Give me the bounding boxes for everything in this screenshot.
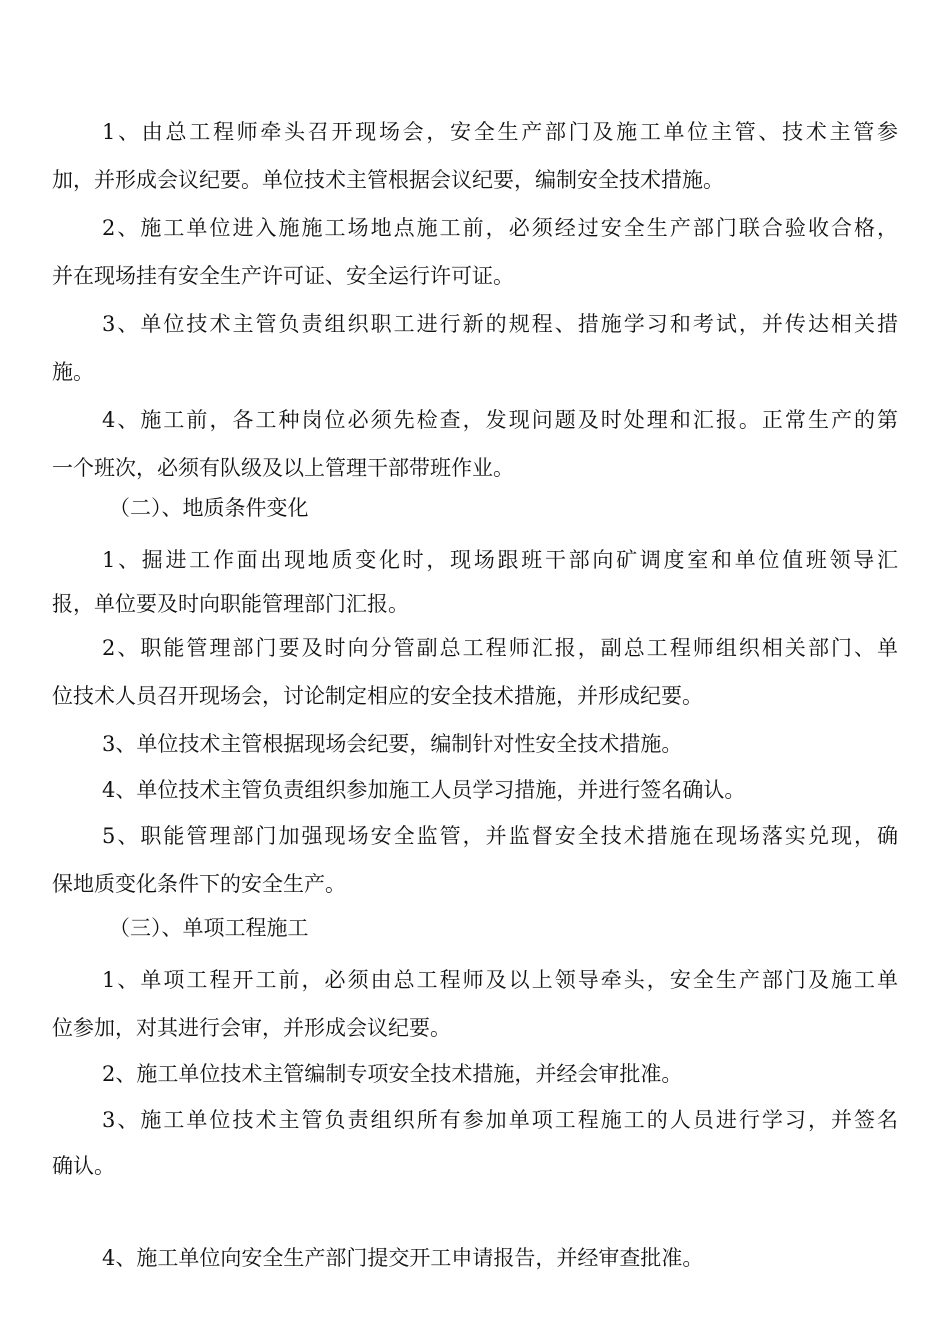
paragraph-12-line-1: 3、施工单位技术主管负责组织所有参加单项工程施工的人员进行学习，并签名 bbox=[102, 1108, 898, 1132]
paragraph-6-line-2: 位技术人员召开现场会，讨论制定相应的安全技术措施，并形成纪要。 bbox=[52, 684, 703, 708]
paragraph-12-line-2: 确认。 bbox=[52, 1154, 115, 1178]
section-heading-3: （三）、单项工程施工 bbox=[109, 916, 309, 940]
paragraph-7-line-1: 3、单位技术主管根据现场会纪要，编制针对性安全技术措施。 bbox=[102, 732, 683, 756]
paragraph-5-line-2: 报，单位要及时向职能管理部门汇报。 bbox=[52, 592, 409, 616]
paragraph-9-line-2: 保地质变化条件下的安全生产。 bbox=[52, 872, 346, 896]
paragraph-3-line-2: 施。 bbox=[52, 360, 94, 384]
paragraph-5-line-1: 1、掘进工作面出现地质变化时，现场跟班干部向矿调度室和单位值班领导汇 bbox=[102, 548, 898, 572]
paragraph-4-line-2: 一个班次，必须有队级及以上管理干部带班作业。 bbox=[52, 456, 514, 480]
section-heading-2: （二）、地质条件变化 bbox=[109, 496, 309, 520]
paragraph-3-line-1: 3、单位技术主管负责组织职工进行新的规程、措施学习和考试，并传达相关措 bbox=[102, 312, 898, 336]
paragraph-6-line-1: 2、职能管理部门要及时向分管副总工程师汇报，副总工程师组织相关部门、单 bbox=[102, 636, 898, 660]
paragraph-13-line-1: 4、施工单位向安全生产部门提交开工申请报告，并经审查批准。 bbox=[102, 1246, 704, 1270]
paragraph-2-line-2: 并在现场挂有安全生产许可证、安全运行许可证。 bbox=[52, 264, 514, 288]
paragraph-10-line-2: 位参加，对其进行会审，并形成会议纪要。 bbox=[52, 1016, 451, 1040]
paragraph-11-line-1: 2、施工单位技术主管编制专项安全技术措施，并经会审批准。 bbox=[102, 1062, 683, 1086]
document-page bbox=[52, 0, 898, 1344]
paragraph-2-line-1: 2、施工单位进入施施工场地点施工前，必须经过安全生产部门联合验收合格， bbox=[102, 216, 898, 240]
paragraph-4-line-1: 4、施工前，各工种岗位必须先检查，发现问题及时处理和汇报。正常生产的第 bbox=[102, 408, 898, 432]
paragraph-8-line-1: 4、单位技术主管负责组织参加施工人员学习措施，并进行签名确认。 bbox=[102, 778, 746, 802]
paragraph-10-line-1: 1、单项工程开工前，必须由总工程师及以上领导牵头，安全生产部门及施工单 bbox=[102, 968, 898, 992]
paragraph-9-line-1: 5、职能管理部门加强现场安全监管，并监督安全技术措施在现场落实兑现，确 bbox=[102, 824, 898, 848]
paragraph-1-line-2: 加，并形成会议纪要。单位技术主管根据会议纪要，编制安全技术措施。 bbox=[52, 168, 724, 192]
paragraph-1-line-1: 1、由总工程师牵头召开现场会，安全生产部门及施工单位主管、技术主管参 bbox=[102, 120, 898, 144]
